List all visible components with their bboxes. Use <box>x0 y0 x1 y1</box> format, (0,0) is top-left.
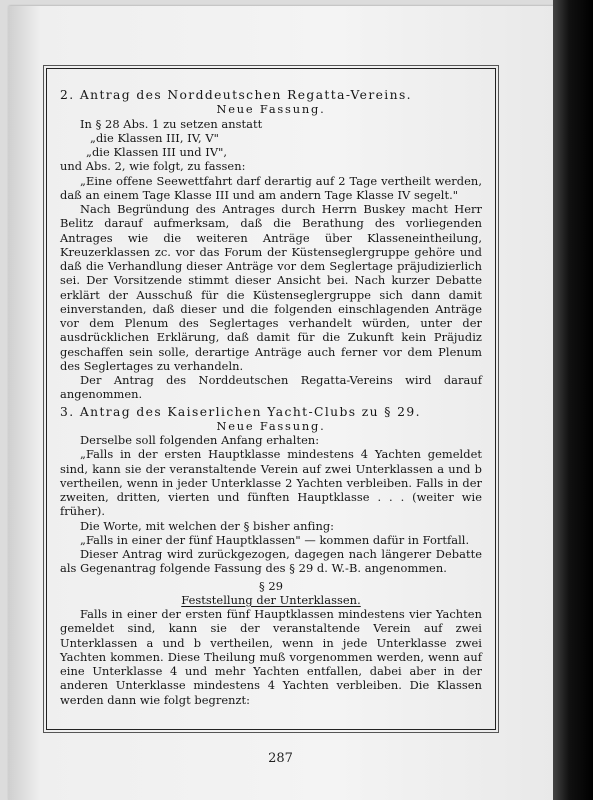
section-2-result: Der Antrag des Norddeutschen Regatta-Vereins wird darauf angenommen. <box>60 373 482 402</box>
section-3-line: Derselbe soll folgenden Anfang erhalten: <box>80 433 320 447</box>
page-text <box>60 88 482 707</box>
section-2-line: „die Klassen III, IV, V" <box>90 130 219 145</box>
book-page <box>8 6 553 800</box>
section-2-line: In § 28 Abs. 1 zu setzen anstatt <box>80 116 263 131</box>
section-2-line: „die Klassen III und IV", <box>86 145 228 159</box>
section-2-discussion: Nach Begründung des Antrages durch Herrn Buskey macht Herr Belitz darauf aufmerksam, daß die Berathung des vorliegenden Antrages wie die weiteren Anträge über Klasseneintheilung, Kreuzerklassen zc. vor das Forum der Küstenseglergruppe gehöre und daß die Verhandlung dieser Anträge vor dem Seglertage präjudizierlich sei. Der Vorsitzende stimmt dieser Ansicht bei. Nach kurzer Debatte erklärt der Ausschuß für die Küstenseglergruppe sich dann damit einverstanden, daß dieser und die folgenden einschlagenden Anträge vor dem Plenum des Seglertages verhandelt würden, unter der ausdrücklichen Erklärung, daß damit für die Zukunft kein Präjudiz geschaffen sein solle, derartige Anträge auch ferner vor dem Plenum des Seglertages zu verhandeln. <box>60 202 482 373</box>
section-3-heading: 3. Antrag des Kaiserlichen Yacht-Clubs zu § 29. <box>60 404 421 419</box>
section-2-subheading: Neue Fassung. <box>216 102 326 117</box>
section-3-quote: „Falls in der ersten Hauptklasse mindestens 4 Yachten gemeldet sind, kann sie der veranstaltende Verein auf zwei Unterklassen a und b vertheilen, wenn in jeder Unterklasse 2 Yachten verbleiben. Falls in der zweiten, dritten, vierten und fünften Hauptklasse . . . (weiter wie früher). <box>60 447 482 519</box>
paragraph-title: Feststellung der Unterklassen. <box>181 592 361 607</box>
section-3-line: Die Worte, mit welchen der § bisher anfing: <box>80 518 335 533</box>
paragraph-body: Falls in einer der ersten fünf Hauptklassen mindestens vier Yachten gemeldet sind, kann sie der veranstaltende Verein auf zwei Unterklassen a und b vertheilen, wenn in jede Unterklasse zwei Yachten kommen. Diese Theilung muß vorgenommen werden, wenn auf eine Unterklasse 4 und mehr Yachten entfallen, dabei aber in der anderen Unterklasse mindestens 4 Yachten verbleiben. Die Klassen werden dann wie folgt begrenzt: <box>60 607 482 707</box>
section-3-line: „Falls in einer der fünf Hauptklassen" — kommen dafür in Fortfall. <box>80 532 470 547</box>
section-2-quote: „Eine offene Seewettfahrt darf derartig auf 2 Tage vertheilt werden, daß an einem Tage Klasse III und am andern Tage Klasse IV segelt." <box>60 173 482 202</box>
section-3-result: Dieser Antrag wird zurückgezogen, dagegen nach längerer Debatte als Gegenantrag folgende Fassung des § 29 d. W.-B. angenommen. <box>60 547 482 576</box>
paragraph-number: § 29 <box>258 578 283 593</box>
section-3-subheading: Neue Fassung. <box>216 418 326 433</box>
section-2-line: und Abs. 2, wie folgt, zu fassen: <box>60 159 246 174</box>
section-2-heading: 2. Antrag des Norddeutschen Regatta-Vereins. <box>60 88 412 102</box>
book-binding-edge <box>553 0 593 800</box>
page-number: 287 <box>268 751 293 766</box>
